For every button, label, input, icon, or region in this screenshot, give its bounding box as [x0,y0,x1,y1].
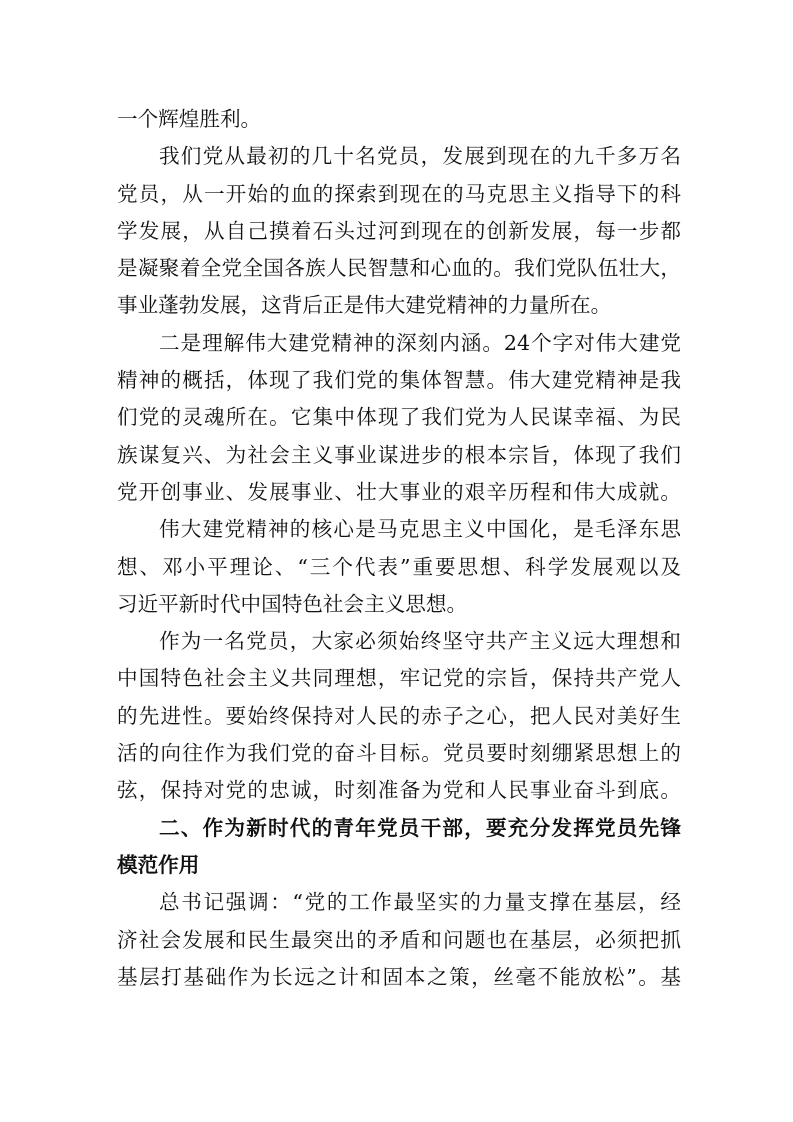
text-line: 精神的概括，体现了我们党的集体智慧。伟大建党精神是我 [117,368,681,393]
text-line: 是凝聚着全党全国各族人民智慧和心血的。我们党队伍壮大， [117,256,681,281]
document-page [117,101,681,996]
section-heading: 二、作为新时代的青年党员干部，要充分发挥党员先锋 [159,815,681,840]
text-line: 作为一名党员，大家必须始终坚守共产主义远大理想和 [159,629,681,654]
text-line: 族谋复兴、为社会主义事业谋进步的根本宗旨，体现了我们 [117,442,681,467]
text-line: 的先进性。要始终保持对人民的赤子之心，把人民对美好生 [117,703,681,728]
text-line: 伟大建党精神的核心是马克思主义中国化，是毛泽东思 [159,517,681,542]
text-line: 们党的灵魂所在。它集中体现了我们党为人民谋幸福、为民 [117,405,681,430]
text-line: 习近平新时代中国特色社会主义思想。 [117,591,468,616]
text-line: 党员，从一开始的血的探索到现在的马克思主义指导下的科 [117,181,681,206]
text-line: 事业蓬勃发展，这背后正是伟大建党精神的力量所在。 [117,293,612,318]
text-line: 我们党从最初的几十名党员，发展到现在的九千多万名 [159,144,681,169]
text-line: 中国特色社会主义共同理想，牢记党的宗旨，保持共产党人 [117,666,681,691]
text-line: 总书记强调：“党的工作最坚实的力量支撑在基层，经 [159,890,681,915]
text-line: 想、邓小平理论、“三个代表”重要思想、科学发展观以及 [117,554,681,579]
text-line: 弦，保持对党的忠诚，时刻准备为党和人民事业奋斗到底。 [117,778,681,803]
text-line: 二是理解伟大建党精神的深刻内涵。24个字对伟大建党 [159,330,681,355]
text-line: 一个辉煌胜利。 [117,107,262,131]
text-line: 学发展，从自己摸着石头过河到现在的创新发展，每一步都 [117,218,681,243]
section-heading-cont: 模范作用 [117,852,200,877]
text-line: 党开创事业、发展事业、壮大事业的艰辛历程和伟大成就。 [117,479,681,504]
text-line: 济社会发展和民生最突出的矛盾和问题也在基层，必须把抓 [117,927,681,952]
text-line: 基层打基础作为长远之计和固本之策，丝毫不能放松”。基 [117,964,681,989]
text-line: 活的向往作为我们党的奋斗目标。党员要时刻绷紧思想上的 [117,741,681,766]
